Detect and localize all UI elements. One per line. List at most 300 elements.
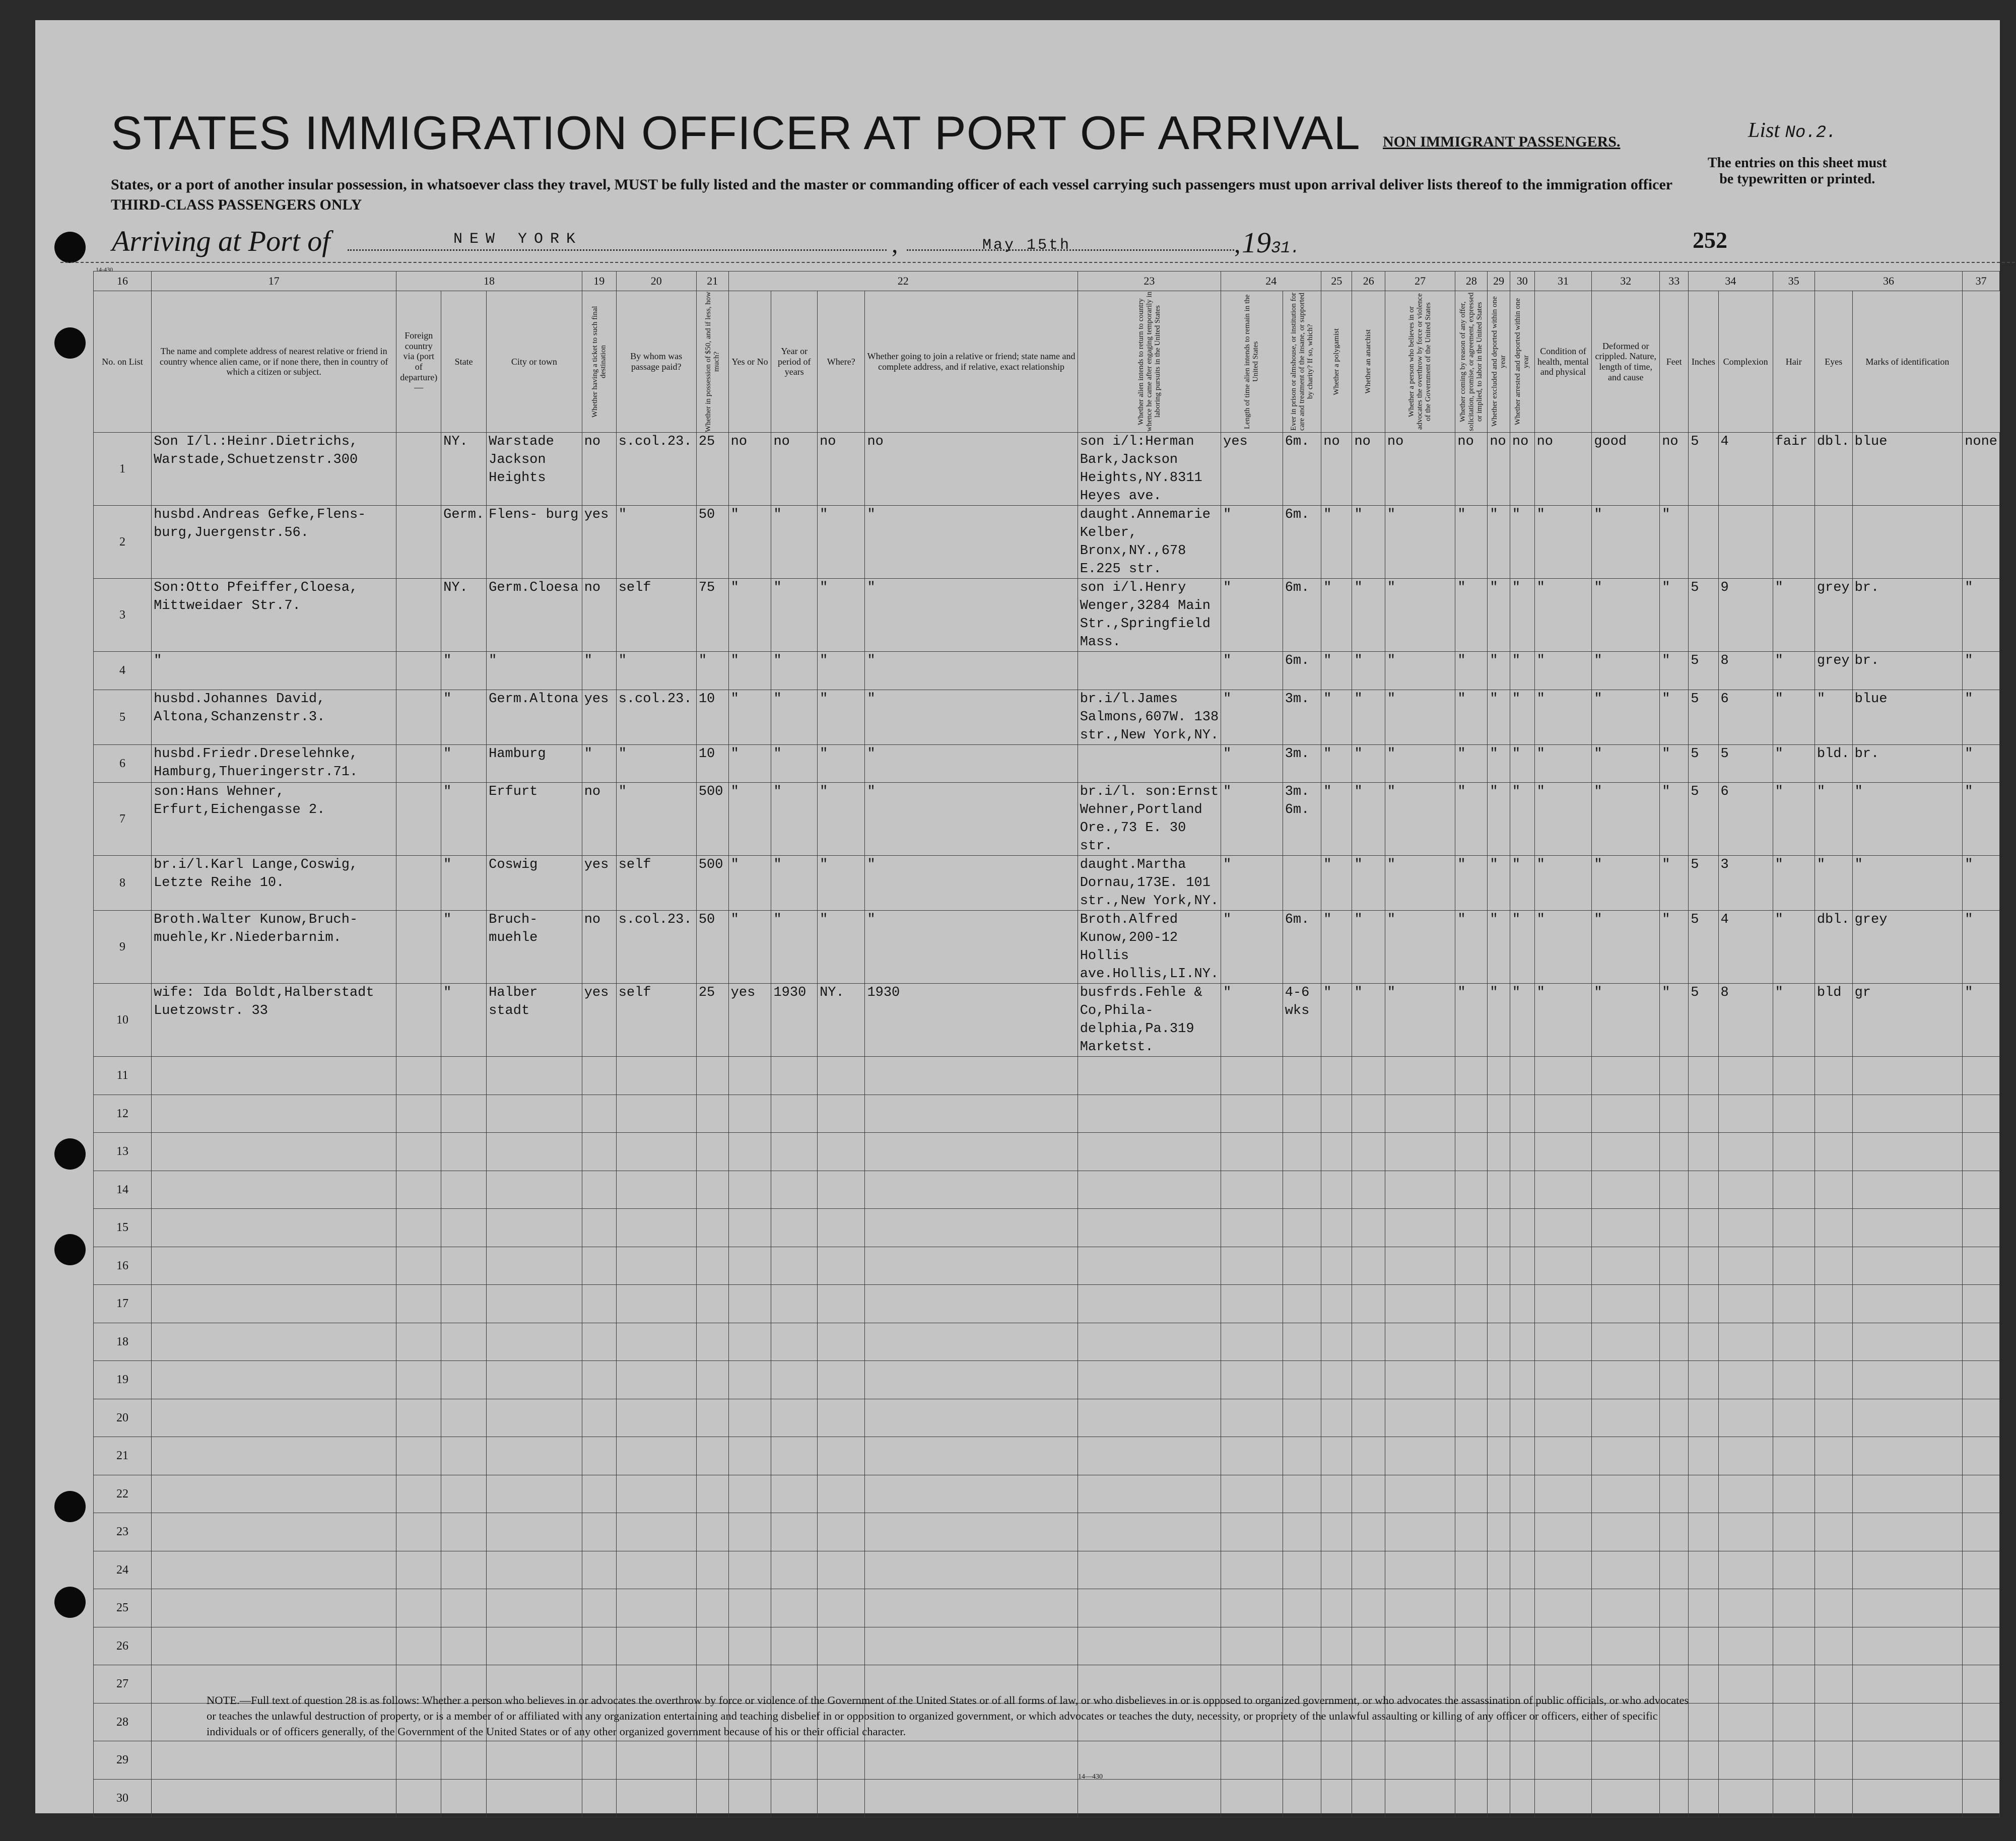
cell-city [487, 1779, 582, 1817]
row-number: 5 [94, 690, 152, 744]
col-num: 35 [1773, 271, 1815, 291]
cell-pl [1283, 1095, 1321, 1133]
cell-eyes: " [1852, 856, 1963, 911]
cell-ft [1689, 1437, 1718, 1475]
cell-pi [1221, 1171, 1283, 1209]
cell-c31 [1534, 1285, 1592, 1323]
cell-st [441, 1247, 487, 1285]
cell-dep [865, 1133, 1078, 1171]
cell-c25 [1321, 1741, 1352, 1780]
col-num: 24 [1221, 271, 1321, 291]
binder-hole [54, 232, 86, 263]
table-row [94, 1437, 2000, 1475]
cell-ft [1689, 1741, 1718, 1780]
cell-def [1660, 1285, 1689, 1323]
cell-join [1078, 1475, 1221, 1513]
cell-st [441, 1437, 487, 1475]
cell-def [1660, 1095, 1689, 1133]
cell-pi [1221, 1247, 1283, 1285]
cell-cx [1773, 1209, 1815, 1247]
cell-join [1078, 1057, 1221, 1095]
cell-in: 4 [1718, 911, 1773, 984]
row-number: 7 [94, 783, 152, 856]
cell-where [818, 1513, 865, 1551]
cell-hair [1815, 1209, 1852, 1247]
row-number: 6 [94, 744, 152, 783]
cell-fc [396, 1627, 441, 1665]
cell-where [818, 1247, 865, 1285]
cell-pi [1221, 1627, 1283, 1665]
cell-c27: " [1385, 690, 1455, 744]
form-code-top: 14-430 [96, 266, 113, 273]
cell-fc [396, 1551, 441, 1589]
cell-dep: " [865, 911, 1078, 984]
cell-join [1078, 1361, 1221, 1399]
cell-c25: no [1321, 433, 1352, 506]
cell-where: " [818, 783, 865, 856]
cell-per [771, 1627, 818, 1665]
cell-cond [1592, 1513, 1660, 1551]
cell-rel: husbd.Andreas Gefke,Flens- burg,Juergenstr.56. [152, 506, 396, 579]
hdr-hair: Hair [1773, 291, 1815, 433]
cell-hair [1815, 1703, 1852, 1741]
cell-pl: 6m. [1283, 579, 1321, 652]
cell-c26 [1352, 1057, 1385, 1095]
col-num: 30 [1510, 271, 1534, 291]
cell-per [771, 1209, 818, 1247]
cell-c29 [1488, 1247, 1510, 1285]
cell-pl [1283, 1513, 1321, 1551]
cell-in [1718, 1513, 1773, 1551]
cell-def [1660, 1133, 1689, 1171]
cell-rel [152, 1209, 396, 1247]
cell-c26: " [1352, 911, 1385, 984]
cell-yn [728, 1627, 771, 1665]
cell-hair [1815, 1323, 1852, 1361]
cell-dep: no [865, 433, 1078, 506]
cell-c29 [1488, 1551, 1510, 1589]
cell-c25 [1321, 1513, 1352, 1551]
cell-eyes [1852, 1779, 1963, 1817]
cell-rel [152, 1627, 396, 1665]
cell-in [1718, 1779, 1773, 1817]
table-row [94, 1779, 2000, 1817]
cell-pi [1221, 1285, 1283, 1323]
cell-yn [728, 1057, 771, 1095]
cell-c28: " [1455, 690, 1488, 744]
cell-c27 [1385, 1247, 1455, 1285]
cell-cond [1592, 1589, 1660, 1627]
cell-city [487, 1095, 582, 1133]
cell-cx: " [1773, 652, 1815, 690]
table-row [94, 856, 2000, 911]
cell-money [696, 1437, 728, 1475]
cell-c29 [1488, 1171, 1510, 1209]
cell-in [1718, 1741, 1773, 1780]
hdr-where: Where? [818, 291, 865, 433]
cell-ft [1689, 1513, 1718, 1551]
table-row [94, 433, 2000, 506]
cell-marks [1963, 1247, 2000, 1285]
cell-cx [1773, 1323, 1815, 1361]
cell-per: " [771, 690, 818, 744]
cell-c30 [1510, 1513, 1534, 1551]
cell-in [1718, 1475, 1773, 1513]
cell-c27: " [1385, 783, 1455, 856]
cell-c27 [1385, 1513, 1455, 1551]
cell-yn [728, 1475, 771, 1513]
cell-paid [616, 1171, 696, 1209]
col-num: 29 [1488, 271, 1510, 291]
cell-marks [1963, 1361, 2000, 1399]
cell-pl [1283, 1589, 1321, 1627]
cell-fc [396, 1209, 441, 1247]
cell-per: " [771, 506, 818, 579]
row-number: 22 [94, 1475, 152, 1513]
cell-paid [616, 1741, 696, 1780]
cell-pl [1283, 1133, 1321, 1171]
cell-hair: dbl. [1815, 911, 1852, 984]
cell-st [441, 1361, 487, 1399]
cell-c28 [1455, 1323, 1488, 1361]
cell-st [441, 1399, 487, 1437]
col-num: 36 [1815, 271, 1962, 291]
hdr-yes-no: Yes or No [728, 291, 771, 433]
cell-c30 [1510, 1133, 1534, 1171]
cell-fc [396, 1285, 441, 1323]
cell-eyes [1852, 1399, 1963, 1437]
cell-def [1660, 1513, 1689, 1551]
cell-money: 25 [696, 984, 728, 1057]
cell-paid [616, 1209, 696, 1247]
cell-money [696, 1323, 728, 1361]
cell-def: " [1660, 579, 1689, 652]
cell-rel: " [152, 652, 396, 690]
cell-st: " [441, 856, 487, 911]
cell-fc [396, 652, 441, 690]
cell-in: 8 [1718, 652, 1773, 690]
cell-paid: self [616, 579, 696, 652]
binder-hole [54, 1234, 86, 1265]
cell-st: NY. [441, 579, 487, 652]
cell-money: 10 [696, 744, 728, 783]
cell-ft: 5 [1689, 579, 1718, 652]
cell-c30: " [1510, 783, 1534, 856]
hdr-city: City or town [487, 291, 582, 433]
cell-in [1718, 1171, 1773, 1209]
col-num: 18 [396, 271, 582, 291]
cell-c30 [1510, 1627, 1534, 1665]
cell-c26 [1352, 1551, 1385, 1589]
cell-cond: " [1592, 984, 1660, 1057]
cell-pi [1221, 1437, 1283, 1475]
cell-c30 [1510, 1741, 1534, 1780]
table-row [94, 1551, 2000, 1589]
cell-c26: " [1352, 744, 1385, 783]
cell-where [818, 1095, 865, 1133]
cell-c26 [1352, 1475, 1385, 1513]
cell-c31 [1534, 1475, 1592, 1513]
cell-per [771, 1285, 818, 1323]
cell-c27: " [1385, 984, 1455, 1057]
cell-hair [1815, 1247, 1852, 1285]
cell-paid [616, 1475, 696, 1513]
cell-per [771, 1323, 818, 1361]
table-row [94, 1133, 2000, 1171]
cell-pi [1221, 1209, 1283, 1247]
cell-tk: yes [582, 856, 616, 911]
cell-per [771, 1437, 818, 1475]
cell-pi: " [1221, 690, 1283, 744]
cell-city [487, 1171, 582, 1209]
row-number: 1 [94, 433, 152, 506]
cell-paid: self [616, 984, 696, 1057]
cell-def: " [1660, 856, 1689, 911]
table-row [94, 1095, 2000, 1133]
cell-c31: " [1534, 911, 1592, 984]
cell-pl: 3m. 6m. [1283, 783, 1321, 856]
cell-where [818, 1171, 865, 1209]
cell-rel [152, 1589, 396, 1627]
cell-def [1660, 1361, 1689, 1399]
cell-in [1718, 1285, 1773, 1323]
cell-cond [1592, 1133, 1660, 1171]
cell-c29 [1488, 1475, 1510, 1513]
cell-paid [616, 1095, 696, 1133]
cell-cx: " [1773, 984, 1815, 1057]
cell-where [818, 1057, 865, 1095]
cell-money: 500 [696, 783, 728, 856]
cell-city: Hamburg [487, 744, 582, 783]
binder-hole [54, 327, 86, 359]
cell-where [818, 1437, 865, 1475]
cell-c30 [1510, 1399, 1534, 1437]
cell-st [441, 1095, 487, 1133]
cell-st: " [441, 783, 487, 856]
cell-c27 [1385, 1057, 1455, 1095]
col-num: 34 [1689, 271, 1773, 291]
manifest-page [35, 20, 2000, 1813]
cell-in [1718, 1209, 1773, 1247]
cell-money [696, 1171, 728, 1209]
cell-city: Germ.Altona [487, 690, 582, 744]
row-number: 20 [94, 1399, 152, 1437]
cell-tk [582, 1741, 616, 1780]
hdr-inches: Inches [1689, 291, 1718, 433]
cell-st [441, 1133, 487, 1171]
cell-city [487, 1627, 582, 1665]
cell-c27 [1385, 1361, 1455, 1399]
cell-pl [1283, 1437, 1321, 1475]
cell-pi [1221, 1361, 1283, 1399]
cell-yn: " [728, 744, 771, 783]
cell-c31: " [1534, 783, 1592, 856]
cell-per [771, 1133, 818, 1171]
cell-c25 [1321, 1057, 1352, 1095]
cell-c30 [1510, 1361, 1534, 1399]
cell-ft [1689, 1627, 1718, 1665]
cell-c25 [1321, 1209, 1352, 1247]
cell-c26 [1352, 1627, 1385, 1665]
cell-fc [396, 1057, 441, 1095]
cell-c28 [1455, 1513, 1488, 1551]
cell-c30 [1510, 1779, 1534, 1817]
cell-cond: " [1592, 856, 1660, 911]
cell-c30 [1510, 1247, 1534, 1285]
cell-c25 [1321, 1627, 1352, 1665]
cell-eyes: blue [1852, 690, 1963, 744]
cell-yn [728, 1361, 771, 1399]
cell-ft [1689, 1551, 1718, 1589]
cell-city [487, 1323, 582, 1361]
cell-where [818, 1361, 865, 1399]
cell-c31 [1534, 1589, 1592, 1627]
cell-eyes: br. [1852, 744, 1963, 783]
cell-pl [1283, 1551, 1321, 1589]
cell-per [771, 1361, 818, 1399]
cell-c26 [1352, 1779, 1385, 1817]
cell-tk [582, 1627, 616, 1665]
cell-c25: " [1321, 911, 1352, 984]
cell-def [1660, 1247, 1689, 1285]
cell-yn: " [728, 652, 771, 690]
cell-dep [865, 1513, 1078, 1551]
cell-cx: " [1773, 856, 1815, 911]
cell-cond [1592, 1247, 1660, 1285]
cell-fc [396, 911, 441, 984]
cell-ft [1689, 506, 1718, 579]
hdr-purpose-intends: Whether alien intends to return to country whence he came after engaging temporarily in laboring pursuits in the United States [1078, 291, 1221, 433]
cell-cond: " [1592, 652, 1660, 690]
cell-c27: " [1385, 911, 1455, 984]
cell-dep: " [865, 579, 1078, 652]
hdr-assassination: Whether coming by reason of any offer, solicitation, promise, or agreement, expressed or implied, to labor in the United States [1455, 291, 1488, 433]
cell-c28 [1455, 1095, 1488, 1133]
cell-tk: " [582, 744, 616, 783]
cell-c29: " [1488, 984, 1510, 1057]
cell-city [487, 1551, 582, 1589]
cell-per: " [771, 744, 818, 783]
cell-yn: " [728, 856, 771, 911]
cell-fc [396, 1361, 441, 1399]
cell-per: " [771, 911, 818, 984]
cell-paid [616, 1247, 696, 1285]
cell-pi [1221, 1133, 1283, 1171]
cell-city: Bruch- muehle [487, 911, 582, 984]
cell-c26: " [1352, 690, 1385, 744]
cell-pl [1283, 1779, 1321, 1817]
cell-per [771, 1057, 818, 1095]
cell-paid: " [616, 652, 696, 690]
cell-pl: 4-6 wks [1283, 984, 1321, 1057]
cell-hair: grey [1815, 579, 1852, 652]
cell-yn [728, 1209, 771, 1247]
cell-pl [1283, 1399, 1321, 1437]
cell-eyes: blue [1852, 433, 1963, 506]
cell-c26 [1352, 1361, 1385, 1399]
cell-eyes [1852, 1133, 1963, 1171]
cell-yn [728, 1095, 771, 1133]
cell-ft [1689, 1133, 1718, 1171]
cell-c28 [1455, 1285, 1488, 1323]
cell-st [441, 1513, 487, 1551]
hdr-purpose-length: Length of time alien intends to remain in the United States [1221, 291, 1283, 433]
cell-c30 [1510, 1285, 1534, 1323]
cell-cx [1773, 1361, 1815, 1399]
cell-marks [1963, 1399, 2000, 1437]
cell-rel [152, 1057, 396, 1095]
cell-c31 [1534, 1779, 1592, 1817]
cell-per [771, 1475, 818, 1513]
cell-c25 [1321, 1171, 1352, 1209]
cell-rel [152, 1323, 396, 1361]
cell-yn [728, 1133, 771, 1171]
hdr-no-on-list: No. on List [94, 291, 152, 433]
cell-pl [1283, 856, 1321, 911]
cell-c26 [1352, 1741, 1385, 1780]
cell-city [487, 1475, 582, 1513]
cell-marks: " [1963, 690, 2000, 744]
cell-pl: 3m. [1283, 744, 1321, 783]
cell-in: 8 [1718, 984, 1773, 1057]
cell-c28 [1455, 1361, 1488, 1399]
cell-c27 [1385, 1285, 1455, 1323]
column-headers-row [94, 291, 2000, 433]
cell-def [1660, 1171, 1689, 1209]
cell-money [696, 1741, 728, 1780]
cell-c28 [1455, 1437, 1488, 1475]
cell-c28: " [1455, 506, 1488, 579]
cell-c29 [1488, 1741, 1510, 1780]
cell-c31 [1534, 1133, 1592, 1171]
cell-c25 [1321, 1133, 1352, 1171]
row-number: 8 [94, 856, 152, 911]
cell-c27 [1385, 1133, 1455, 1171]
cell-c26: " [1352, 984, 1385, 1057]
row-number: 12 [94, 1095, 152, 1133]
cell-c30 [1510, 1171, 1534, 1209]
cell-c29 [1488, 1209, 1510, 1247]
cell-hair: " [1815, 690, 1852, 744]
cell-join [1078, 1437, 1221, 1475]
cell-c26 [1352, 1323, 1385, 1361]
cell-yn [728, 1513, 771, 1551]
cell-c25 [1321, 1475, 1352, 1513]
cell-yn: " [728, 506, 771, 579]
cell-where [818, 1779, 865, 1817]
cell-c30 [1510, 1323, 1534, 1361]
cell-join: br.i/l. son:Ernst Wehner,Portland Ore.,73 E. 30 str. [1078, 783, 1221, 856]
row-number: 4 [94, 652, 152, 690]
cell-fc [396, 856, 441, 911]
cell-c30: " [1510, 744, 1534, 783]
row-number: 24 [94, 1551, 152, 1589]
cell-tk [582, 1779, 616, 1817]
cell-per [771, 1741, 818, 1780]
cell-pi [1221, 1741, 1283, 1780]
cell-rel [152, 1475, 396, 1513]
cell-rel: Broth.Walter Kunow,Bruch- muehle,Kr.Niederbarnim. [152, 911, 396, 984]
cell-eyes [1852, 1057, 1963, 1095]
cell-def [1660, 1057, 1689, 1095]
cell-c30 [1510, 1057, 1534, 1095]
cell-pi: " [1221, 506, 1283, 579]
cell-pi [1221, 1095, 1283, 1133]
cell-join [1078, 1247, 1221, 1285]
cell-city: Halber stadt [487, 984, 582, 1057]
cell-hair [1815, 1399, 1852, 1437]
cell-c26: " [1352, 856, 1385, 911]
